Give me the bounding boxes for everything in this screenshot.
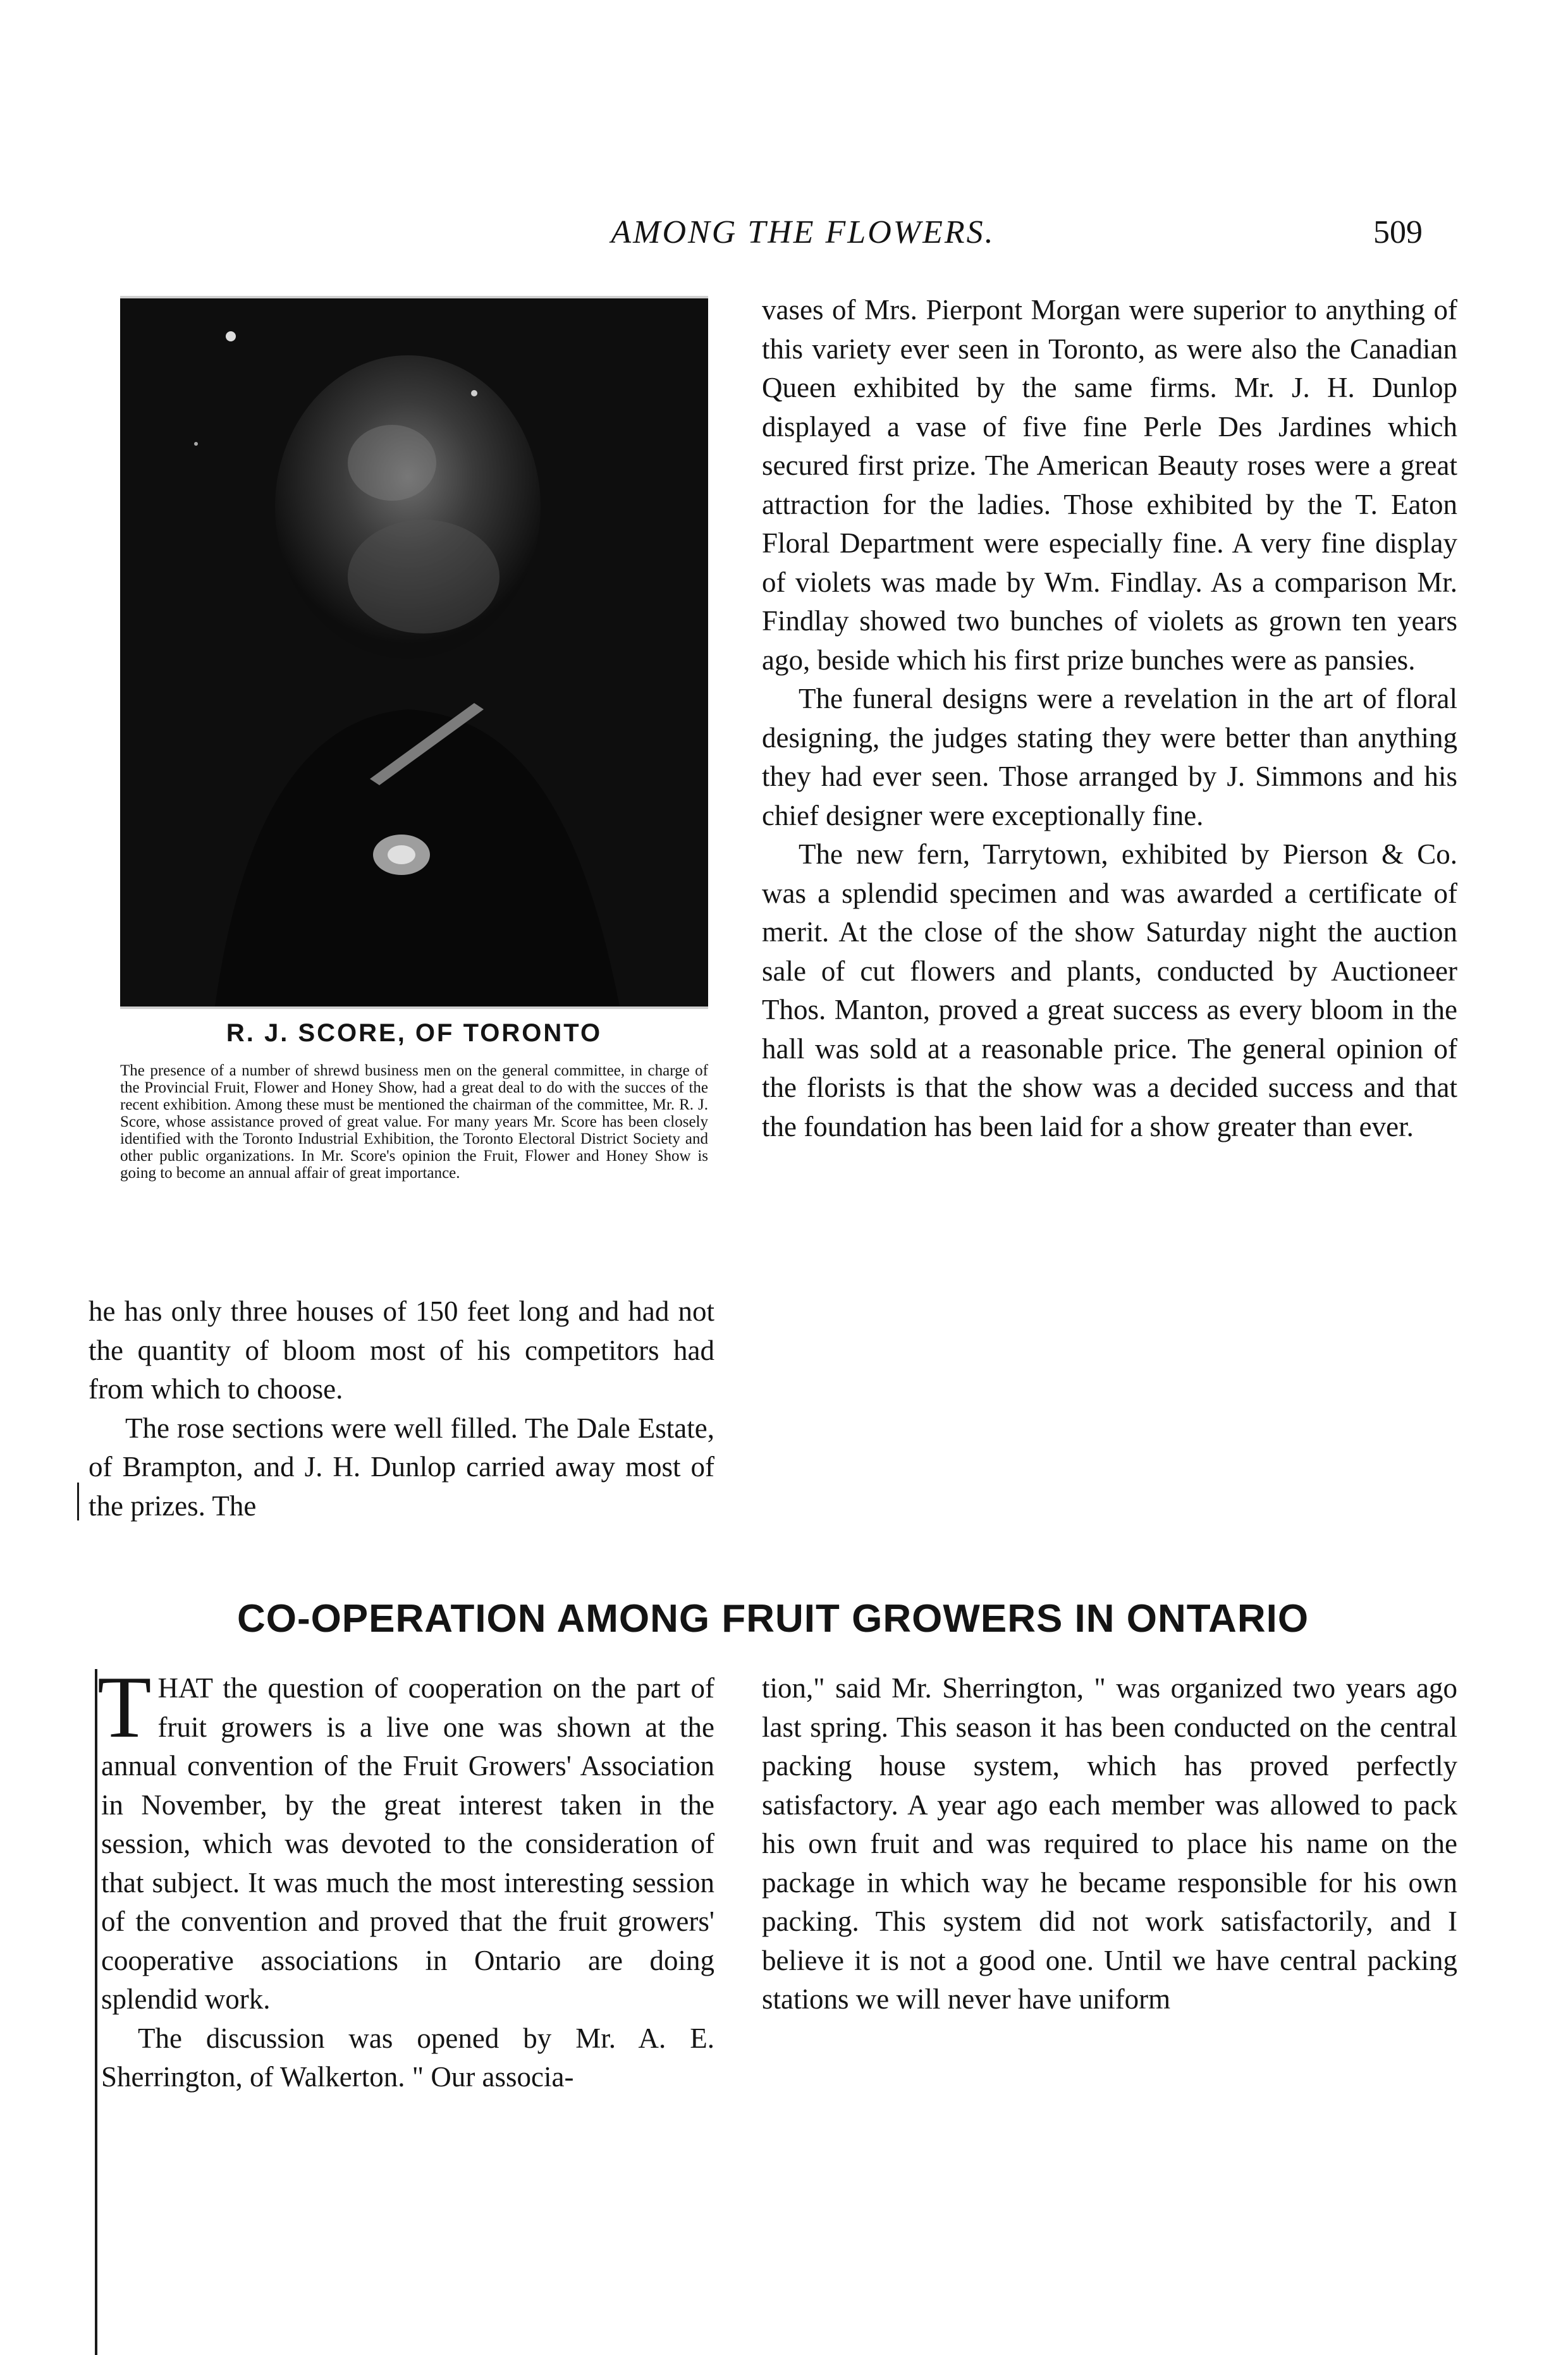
article2-paragraph: tion," said Mr. Sherrington, " was organized two years ago last spring. This season it has been conducted on the central packing house system, which has proved perfectly satisfactory. A year ago each member was allowed to pack his own fruit and was required to place his name on the package in which way he became responsible for his own packing. This system did not work satisfactorily, and I believe it is not a good one. Until we have central packing stations we will never have uniform (762, 1672, 1457, 2015)
figure-caption-text: The presence of a number of shrewd business men on the general committee, in charge of the Provincial Fruit, Flower and Honey Show, had a great deal to do with the succes of the recent exhibition. Among these must be mentioned the chairman of the committee, Mr. R. J. Score, whose assistance proved of great value. For many years Mr. Score has been closely identified with the Toronto Industrial Exhibition, the Toronto Electoral District Society and other public organizations. In Mr. Score's opinion the Fruit, Flower and Honey Show is going to become an annual affair of great importance. (120, 1062, 708, 1182)
article1-right-column (762, 291, 1457, 1146)
drop-cap: T (97, 1658, 152, 1756)
article2-paragraph (97, 1658, 714, 2019)
article2-title: CO-OPERATION AMONG FRUIT GROWERS IN ONTARIO (236, 1597, 1309, 1641)
article1-paragraph: he has only three houses of 150 feet long and had not the quantity of bloom most of his competitors had from which to choose. (89, 1295, 714, 1405)
page-number: 509 (1373, 214, 1423, 250)
margin-rule (95, 1669, 97, 2355)
figure-caption-title: R. J. SCORE, OF TORONTO (226, 1019, 603, 1047)
margin-rule (77, 1483, 79, 1520)
article1-paragraph: The new fern, Tarrytown, exhibited by Pierson & Co. was a splendid specimen and was awarded a certificate of merit. At the close of the show Saturday night the auction sale of cut flowers and plants, conducted by Auctioneer Thos. Manton, proved a great success as every bloom in the hall was sold at a reasonable price. The general opinion of the florists is that the show was a decided success and that the foundation has been laid for a show greater than ever. (762, 838, 1457, 1142)
running-title: AMONG THE FLOWERS. (611, 214, 995, 250)
article1-paragraph: The funeral designs were a revelation in the art of floral designing, the judges stating they were better than anything they had ever seen. Those arranged by J. Simmons and his chief designer were exceptionally fine. (762, 683, 1457, 831)
article1-left-column (89, 1292, 714, 1526)
portrait-photo (120, 296, 708, 1009)
article2-left-column (97, 1658, 714, 2097)
portrait-image (120, 298, 708, 1006)
article2-paragraph: The discussion was opened by Mr. A. E. Sherrington, of Walkerton. " Our associa- (101, 2022, 714, 2093)
article1-paragraph: vases of Mrs. Pierpont Morgan were superior to anything of this variety ever seen in Toronto, as were also the Canadian Queen exhibited by the same firms. Mr. J. H. Dunlop displayed a vase of five fine Perle Des Jardines which secured first prize. The American Beauty roses were a great attraction for the ladies. Those exhibited by the T. Eaton Floral Department were especially fine. A very fine display of violets was made by Wm. Findlay. As a comparison Mr. Findlay showed two bunches of violets as grown ten years ago, beside which his first prize bunches were as pansies. (762, 294, 1457, 676)
article1-paragraph: The rose sections were well filled. The Dale Estate, of Brampton, and J. H. Dunlop carried away most of the prizes. The (89, 1412, 714, 1522)
article2-opening-text: HAT the question of cooperation on the part of fruit growers is a live one was shown at the annual convention of the Fruit Growers' Association in November, by the great interest taken in the session, which was devoted to the consideration of that subject. It was much the most interesting session of the convention and proved that the fruit growers' cooperative associations in Ontario are doing splendid work. (101, 1672, 714, 2015)
article2-right-column (762, 1669, 1457, 2019)
